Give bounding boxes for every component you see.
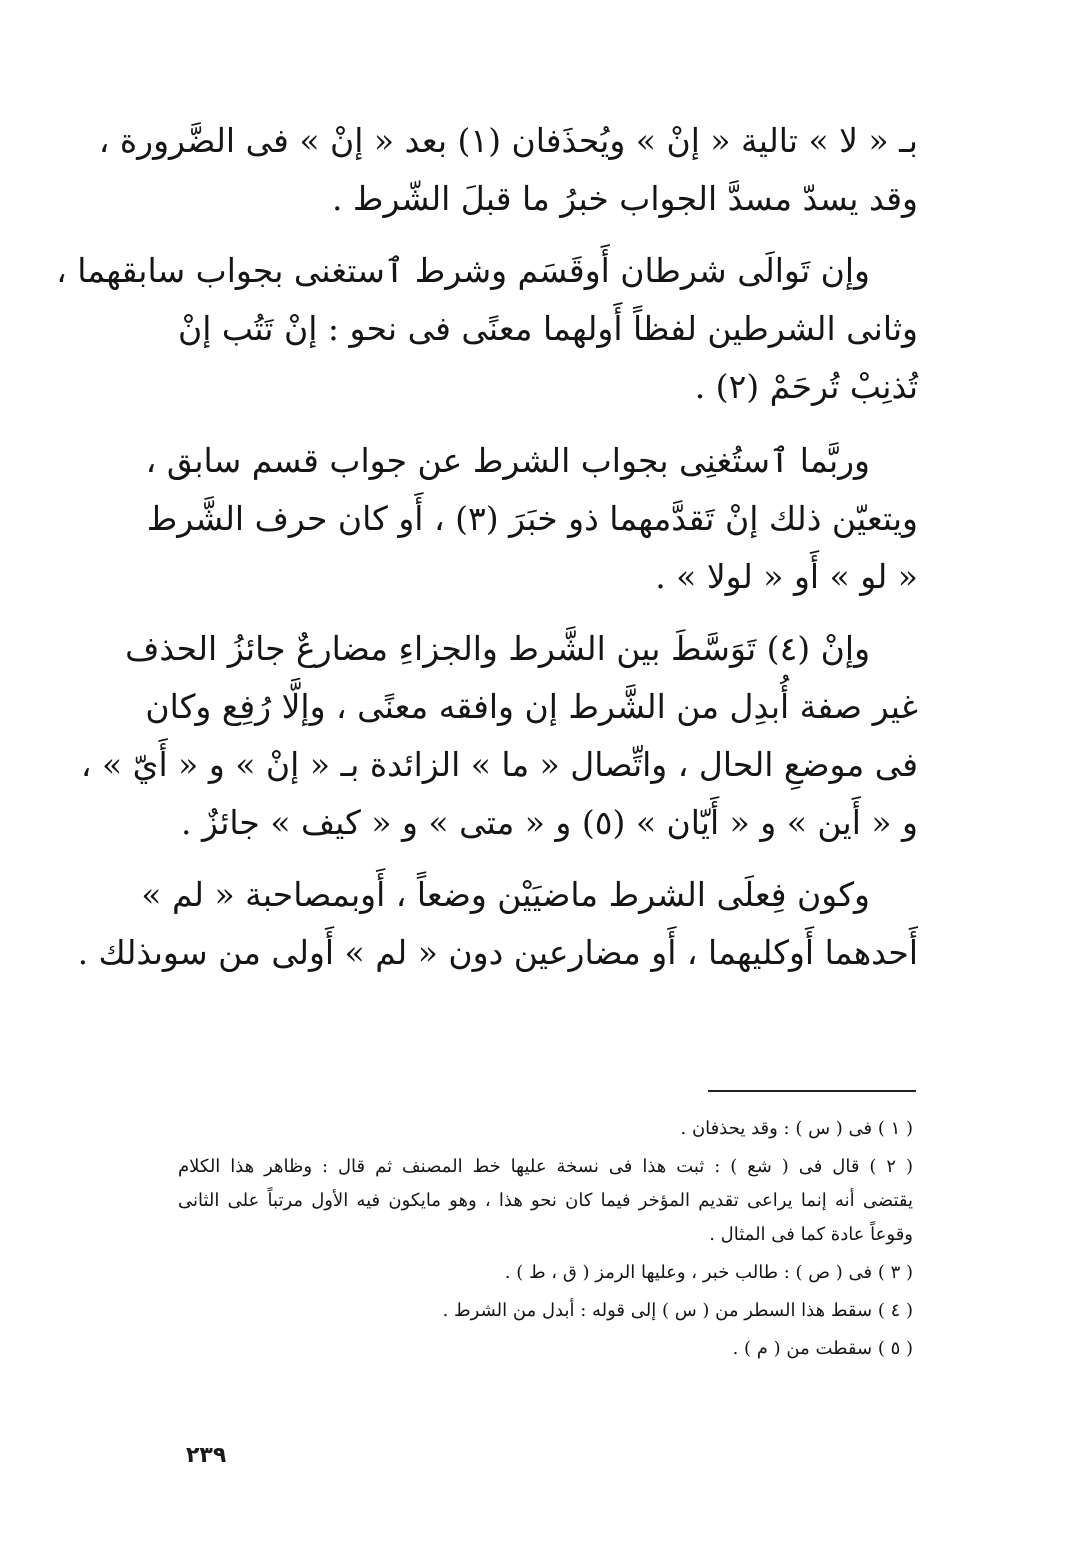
main-text <box>56 112 918 982</box>
text-line: فى موضعِ الحال ، واتِّصال « ما » الزائدة بـ « إنْ » و « أَيّ » ، <box>80 745 918 784</box>
footnote-1: ( ١ ) فى ( س ) : وقد يحذفان . <box>680 1118 913 1139</box>
text-line: ويتعيّن ذلك إنْ تَقدَّمهما ذو خبَرَ (٣) ، أَو كان حرف الشَّرط <box>146 499 918 538</box>
footnote-2-line: ( ٢ ) قال فى ( شع ) : ثبت هذا فى نسخة عليها خط المصنف ثم قال : وظاهر هذا الكلام <box>178 1156 914 1177</box>
footnote-2-line: يقتضى أنه إنما يراعى تقديم المؤخر فيما كان نحو هذا ، وهو مايكون فيه الأول مرتباً على الثانى <box>178 1190 913 1211</box>
footnote-4: ( ٤ ) سقط هذا السطر من ( س ) إلى قوله : أبدل من الشرط . <box>442 1300 913 1321</box>
text-line: وربَّما ٱستُغنِى بجواب الشرط عن جواب قسم سابق ، <box>145 441 870 480</box>
paragraph-5 <box>77 866 918 982</box>
footnote-2-line: وقوعاً عادة كما فى المثال . <box>709 1224 913 1245</box>
footnotes <box>178 1112 913 1366</box>
text-line: أَحدهما أَوكليهما ، أَو مضارعين دون « لم » أَولى من سوىذلك . <box>77 933 918 972</box>
text-line: بـ « لا » تالية « إنْ » ويُحذَفان (١) بعد « إنْ » فى الضَّرورة ، <box>98 121 918 160</box>
paragraph-1 <box>98 112 918 228</box>
text-line: وإن تَوالَى شرطان أَوقَسَم وشرط ٱستغنى بجواب سابقهما ، <box>56 251 870 290</box>
text-line: وإنْ (٤) تَوَسَّطَ بين الشَّرط والجزاءِ مضارعٌ جائزُ الحذف <box>125 629 870 668</box>
paragraph-gap <box>178 228 918 242</box>
footnote-3: ( ٣ ) فى ( ص ) : طالب خبر ، وعليها الرمز ( ق ، ط ) . <box>504 1262 913 1283</box>
text-line: تُذنِبْ تُرحَمْ (٢) . <box>694 367 918 406</box>
paragraph-3 <box>145 432 918 606</box>
paragraph-2 <box>56 242 918 416</box>
text-line: وقد يسدّ مسدَّ الجواب خبرُ ما قبلَ الشّرط . <box>331 179 918 218</box>
paragraph-gap <box>178 852 918 866</box>
text-line: وثانى الشرطين لفظاً أَولهما معنًى فى نحو : إنْ تَتُب إنْ <box>178 309 918 348</box>
paragraph-4 <box>80 620 918 852</box>
text-line: و « أَين » و « أَيّان » (٥) و « متى » و « كيف » جائزٌ . <box>181 803 918 842</box>
text-line: غير صفة أُبدِل من الشَّرط إن وافقه معنًى ، وإلَّا رُفِع وكان <box>145 687 918 726</box>
text-line: « لو » أَو « لولا » . <box>655 557 918 596</box>
paragraph-gap <box>178 606 918 620</box>
paragraph-gap <box>178 416 918 432</box>
page-number: ٢٣٩ <box>186 1443 227 1468</box>
footnote-separator <box>708 1090 916 1092</box>
text-line: وكون فِعلَى الشرط ماضيَيْن وضعاً ، أَوبمصاحبة « لم » <box>141 875 870 914</box>
footnote-5: ( ٥ ) سقطت من ( م ) . <box>732 1338 913 1359</box>
